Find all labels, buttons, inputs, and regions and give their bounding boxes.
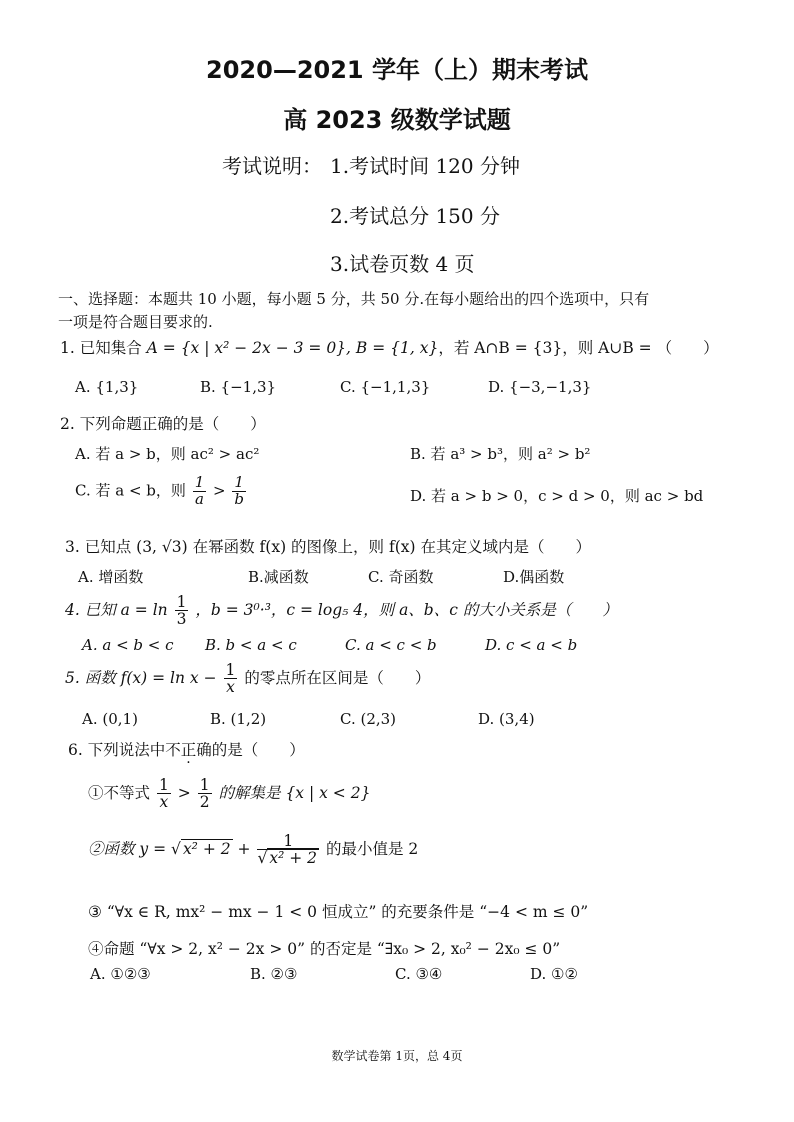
question-4-option-c: C. a < c < b	[345, 636, 437, 654]
section-intro-line-1: 一、选择题：本题共 10 小题，每小题 5 分，共 50 分.在每小题给出的四个选项中，只有	[58, 290, 650, 308]
question-4-stem	[65, 594, 618, 628]
question-2-option-c-denominator-2: b	[234, 489, 244, 508]
question-6-stem-suffix: 的是（ ）	[211, 741, 305, 759]
section-intro-line-2: 一项是符合题目要求的.	[58, 313, 213, 331]
question-3-option-c: C. 奇函数	[368, 568, 434, 586]
question-2-option-c-numerator-1: 1	[194, 473, 205, 491]
question-2-option-c	[75, 475, 248, 508]
question-6-statement-2-radicand: x² + 2	[182, 839, 231, 858]
question-4-prefix: 4. 已知 a = ln	[65, 600, 168, 619]
question-6-option-a: A. ①②③	[90, 965, 151, 983]
question-5-stem	[65, 662, 430, 696]
question-1-prefix: 1. 已知集合	[60, 339, 142, 357]
question-6-option-b: B. ②③	[250, 965, 298, 983]
question-6-stem-prefix: 6. 下列说法中	[68, 741, 166, 759]
question-5-option-b: B. (1,2)	[210, 710, 267, 728]
question-4-fraction-numerator: 1	[176, 593, 187, 611]
question-6-statement-1-suffix: 的解集是 {x | x < 2}	[218, 783, 371, 802]
question-3-option-d: D.偶函数	[503, 568, 565, 586]
question-6-statement-1-denominator-1: x	[159, 793, 169, 812]
question-6-option-d: D. ①②	[530, 965, 578, 983]
question-6-statement-1-numerator-1: 1	[158, 776, 169, 794]
question-1-set-a: A = {x | x² − 2x − 3 = 0}	[146, 339, 347, 357]
question-2-option-c-numerator-2: 1	[234, 473, 244, 491]
question-5-option-c: C. (2,3)	[340, 710, 397, 728]
question-3-option-b: B.减函数	[248, 568, 309, 586]
exam-subtitle: 高 2023 级数学试题	[283, 106, 511, 134]
question-2-stem: 2. 下列命题正确的是（ ）	[60, 415, 266, 433]
question-6-statement-2-denominator: x² + 2	[269, 849, 318, 868]
question-2-option-a: A. 若 a > b，则 ac² > ac²	[75, 445, 260, 463]
question-1-option-c: C. {−1,1,3}	[340, 378, 431, 396]
question-5-option-d: D. (3,4)	[478, 710, 535, 728]
question-5-fraction-denominator: x	[226, 678, 235, 697]
question-1-stem	[60, 336, 719, 358]
question-3-stem: 3. 已知点 (3, √3) 在幂函数 f(x) 的图像上，则 f(x) 在其定义域内是（ ）	[65, 538, 591, 556]
question-2-option-c-prefix: C. 若 a < b，则	[75, 481, 186, 500]
question-6-statement-1-numerator-2: 1	[199, 776, 210, 794]
question-1-option-d: D. {−3,−1,3}	[488, 378, 592, 396]
question-2-option-c-gt: >	[213, 481, 226, 500]
question-6-statement-4: ④命题 “∀x > 2, x² − 2x > 0” 的否定是 “∃x₀ > 2, x₀² − 2x₀ ≤ 0”	[88, 940, 561, 958]
question-6-statement-2-prefix: ②函数 y =	[88, 839, 167, 858]
exam-info-item-1: 1.考试时间 120 分钟	[330, 154, 520, 178]
question-2-option-c-denominator-1: a	[194, 489, 204, 508]
question-4-fraction-denominator: 3	[176, 610, 187, 629]
question-6-statement-1	[88, 777, 370, 811]
question-1-condition: ，若 A∩B = {3}，则 A∪B = （ ）	[438, 339, 719, 357]
question-6-statement-1-denominator-2: 2	[199, 793, 210, 812]
question-2-option-b: B. 若 a³ > b³，则 a² > b²	[410, 445, 591, 463]
question-6-option-c: C. ③④	[395, 965, 443, 983]
exam-title: 2020—2021 学年（上）期末考试	[206, 56, 588, 84]
question-6-statement-2-numerator: 1	[257, 833, 319, 850]
page-footer: 数学试卷第 1页，总 4页	[331, 1049, 463, 1063]
question-4-rest: ，b = 3⁰·³，c = log₅ 4，则 a、b、c 的大小关系是（ ）	[195, 600, 618, 619]
question-6-statement-3: ③ “∀x ∈ R, mx² − mx − 1 < 0 恒成立” 的充要条件是 “−4 < m ≤ 0”	[88, 903, 589, 921]
question-4-option-b: B. b < a < c	[205, 636, 297, 654]
question-5-rest: 的零点所在区间是（ ）	[244, 668, 431, 687]
question-2-option-d: D. 若 a > b > 0，c > d > 0，则 ac > bd	[410, 487, 704, 505]
question-4-option-d: D. c < a < b	[485, 636, 578, 654]
exam-info-item-3: 3.试卷页数 4 页	[330, 252, 475, 276]
question-3-option-a: A. 增函数	[78, 568, 144, 586]
question-5-prefix: 5. 函数 f(x) = ln x −	[65, 668, 217, 687]
question-6-statement-2-suffix: 的最小值是 2	[325, 839, 419, 858]
question-6-statement-2: ②函数 y = √ x² + 2 + $\frac{1}{\text{√ x² + 2}}$ 的最小值是 2	[88, 832, 419, 868]
question-1-option-a: A. {1,3}	[75, 378, 139, 396]
question-6-stem	[68, 738, 305, 760]
question-6-statement-1-gt: >	[177, 783, 191, 802]
question-4-option-a: A. a < b < c	[82, 636, 174, 654]
question-5-fraction-numerator: 1	[225, 661, 236, 679]
exam-info-label: 考试说明：	[222, 154, 322, 178]
question-5-option-a: A. (0,1)	[82, 710, 138, 728]
exam-info-item-2: 2.考试总分 150 分	[330, 204, 500, 228]
question-1-set-b: , B = {1, x}	[346, 339, 439, 357]
question-6-statement-1-prefix: ①不等式	[88, 783, 151, 802]
question-6-stem-emphasis: 不正确	[165, 741, 212, 759]
question-1-option-b: B. {−1,3}	[200, 378, 277, 396]
question-6-statement-2-plus: +	[237, 839, 251, 858]
